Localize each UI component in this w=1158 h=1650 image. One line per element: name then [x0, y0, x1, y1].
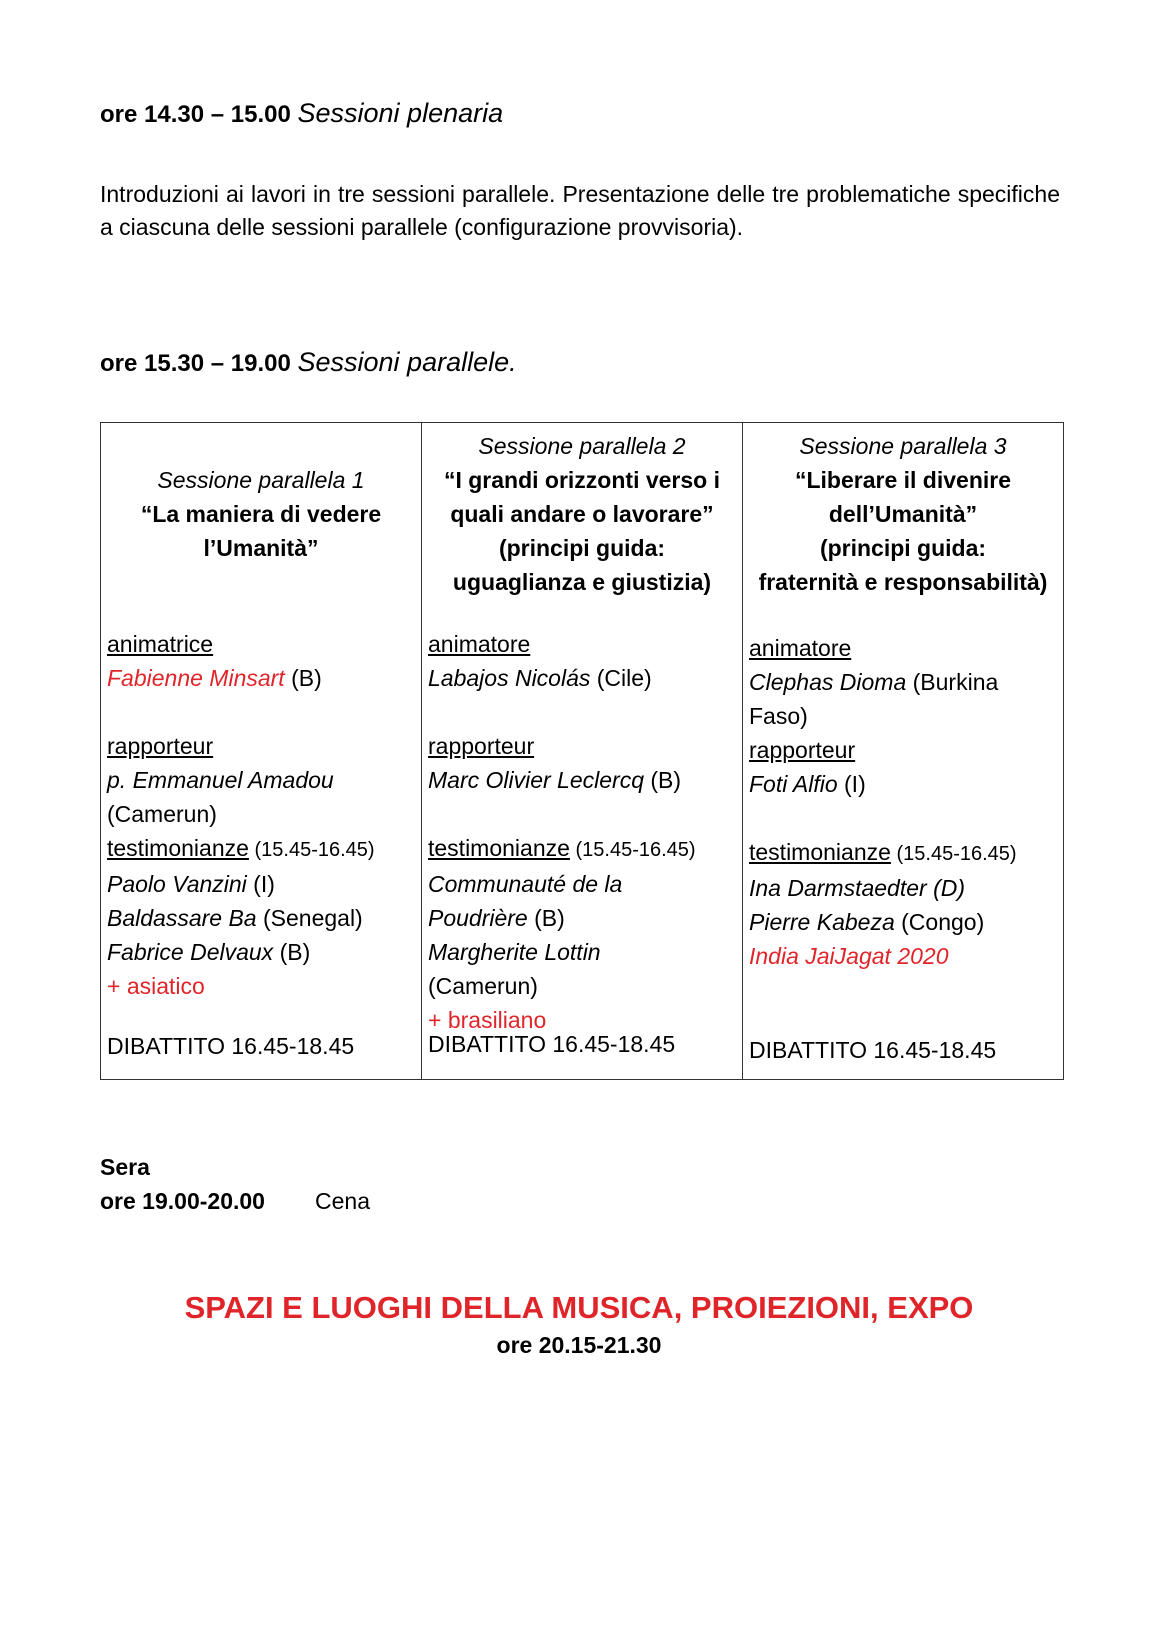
session-1-title [101, 463, 421, 565]
session-2-cell [422, 423, 743, 1080]
session-1-title-line-1: “La maniera di vedere [140, 501, 382, 527]
parallel-heading [100, 347, 517, 379]
session-2-witness-2-country: (Camerun) [428, 973, 538, 999]
session-2-title-line-1: “I grandi orizzonti verso i [443, 467, 721, 493]
session-2-witness-1-line-2 [428, 901, 738, 935]
session-3-anim-country-1: (Burkina [906, 669, 999, 695]
session-3-anim-name: Clephas Dioma [749, 669, 907, 695]
session-3-test-header [749, 835, 1059, 871]
session-2-anim-name: Labajos Nicolás [428, 665, 591, 691]
session-1-test-header [107, 831, 417, 867]
evening-label: Sera [100, 1154, 150, 1180]
session-1-witness-3-country: (B) [273, 939, 311, 965]
session-2-test-header [428, 831, 738, 867]
session-2-body [428, 627, 738, 1037]
session-2-rap [428, 763, 738, 797]
session-1-witness-2-name: Baldassare Ba [107, 905, 257, 931]
parallel-time: ore 15.30 – 19.00 [100, 350, 291, 377]
session-1-witness-2 [107, 901, 417, 935]
session-2-anim-country: (Cile) [590, 665, 652, 691]
expo-title: SPAZI E LUOGHI DELLA MUSICA, PROIEZIONI, EXPO [184, 1290, 974, 1325]
session-2-witness-1-country: (B) [527, 905, 565, 931]
session-2-test-time: (15.45-16.45) [569, 839, 696, 861]
session-2-witness-2-name: Margherite Lottin [428, 939, 601, 965]
session-1-cell [101, 423, 422, 1080]
session-3-witness-2 [749, 905, 1059, 939]
session-1-dibattito: DIBATTITO 16.45-18.45 [107, 1033, 355, 1059]
session-2-label: Sessione parallela 2 [478, 433, 686, 459]
session-3-cell [743, 423, 1064, 1080]
session-1-anim-country: (B) [284, 665, 322, 691]
session-3-rap [749, 767, 1059, 801]
session-1-body [107, 627, 417, 1003]
session-2-anim [428, 661, 738, 695]
session-3-body [749, 631, 1059, 973]
session-1-rap-country: (Camerun) [107, 801, 217, 827]
sessions-row [101, 423, 1064, 1080]
session-1-witness-3 [107, 935, 417, 969]
session-3-rap-name: Foti Alfio [749, 771, 838, 797]
evening-time: ore 19.00-20.00 [100, 1188, 265, 1214]
evening-activity: Cena [315, 1188, 370, 1214]
session-3-subtitle-line-1: (principi guida: [819, 535, 987, 561]
session-1-anim-name: Fabienne Minsart [107, 665, 285, 691]
expo-time: ore 20.15-21.30 [496, 1332, 662, 1358]
session-1-witness-1-country: (I) [246, 871, 275, 897]
session-2-test-role: testimonianze [428, 835, 570, 861]
session-3-label: Sessione parallela 3 [799, 433, 1007, 459]
session-1-test-time: (15.45-16.45) [248, 839, 375, 861]
session-2-rap-role: rapporteur [428, 733, 535, 759]
session-3-title [743, 429, 1063, 599]
parallel-label: Sessioni parallele. [297, 347, 517, 377]
session-3-anim-role: animatore [749, 635, 852, 661]
session-3-title-line-1: “Liberare il divenire [794, 467, 1012, 493]
session-3-subtitle-line-2: fraternità e responsabilità) [758, 569, 1048, 595]
session-3-anim-country-2: Faso) [749, 703, 808, 729]
session-2-extra: + brasiliano [428, 1007, 547, 1033]
evening-row [100, 1184, 370, 1218]
session-3-rap-country: (I) [837, 771, 866, 797]
session-3-rap-role: rapporteur [749, 737, 856, 763]
session-1-rap-role: rapporteur [107, 733, 214, 759]
session-3-witness-1-name: Ina Darmstaedter (D) [749, 875, 966, 901]
session-3-extra: India JaiJagat 2020 [749, 943, 949, 969]
session-1-anim [107, 661, 417, 695]
session-1-witness-1-name: Paolo Vanzini [107, 871, 247, 897]
session-2-rap-country: (B) [644, 767, 682, 793]
session-2-subtitle-line-1: (principi guida: [498, 535, 666, 561]
session-3-test-role: testimonianze [749, 839, 891, 865]
plenary-description: Introduzioni ai lavori in tre sessioni parallele. Presentazione delle tre problematiche specifiche a ciascuna delle sessioni parallele (configurazione provvisoria). [100, 181, 1060, 240]
session-1-test-role: testimonianze [107, 835, 249, 861]
session-2-anim-role: animatore [428, 631, 531, 657]
session-1-rap-name: p. Emmanuel Amadou [107, 767, 334, 793]
session-2-subtitle-line-2: uguaglianza e giustizia) [452, 569, 712, 595]
session-1-title-line-2: l’Umanità” [203, 535, 319, 561]
sessions-table [100, 422, 1064, 1080]
session-2-rap-name: Marc Olivier Leclercq [428, 767, 644, 793]
plenary-time: ore 14.30 – 15.00 [100, 101, 291, 128]
session-2-dibattito: DIBATTITO 16.45-18.45 [428, 1031, 676, 1057]
session-3-test-time: (15.45-16.45) [890, 843, 1017, 865]
session-2-title-line-2: quali andare o lavorare” [450, 501, 714, 527]
session-3-dibattito: DIBATTITO 16.45-18.45 [749, 1037, 997, 1063]
plenary-label: Sessioni plenaria [297, 98, 504, 128]
session-2-witness-1-line-1: Communauté de la [428, 871, 623, 897]
session-3-title-line-2: dell’Umanità” [828, 501, 978, 527]
session-1-witness-1 [107, 867, 417, 901]
session-3-witness-2-country: (Congo) [894, 909, 985, 935]
session-1-label: Sessione parallela 1 [157, 467, 365, 493]
session-1-anim-role: animatrice [107, 631, 214, 657]
session-3-anim [749, 665, 1059, 699]
session-1-extra: + asiatico [107, 973, 205, 999]
plenary-heading [100, 98, 503, 130]
session-1-witness-3-name: Fabrice Delvaux [107, 939, 274, 965]
session-3-witness-2-name: Pierre Kabeza [749, 909, 895, 935]
session-2-witness-1-name: Poudrière [428, 905, 528, 931]
session-1-witness-2-country: (Senegal) [256, 905, 363, 931]
session-2-title [422, 429, 742, 599]
